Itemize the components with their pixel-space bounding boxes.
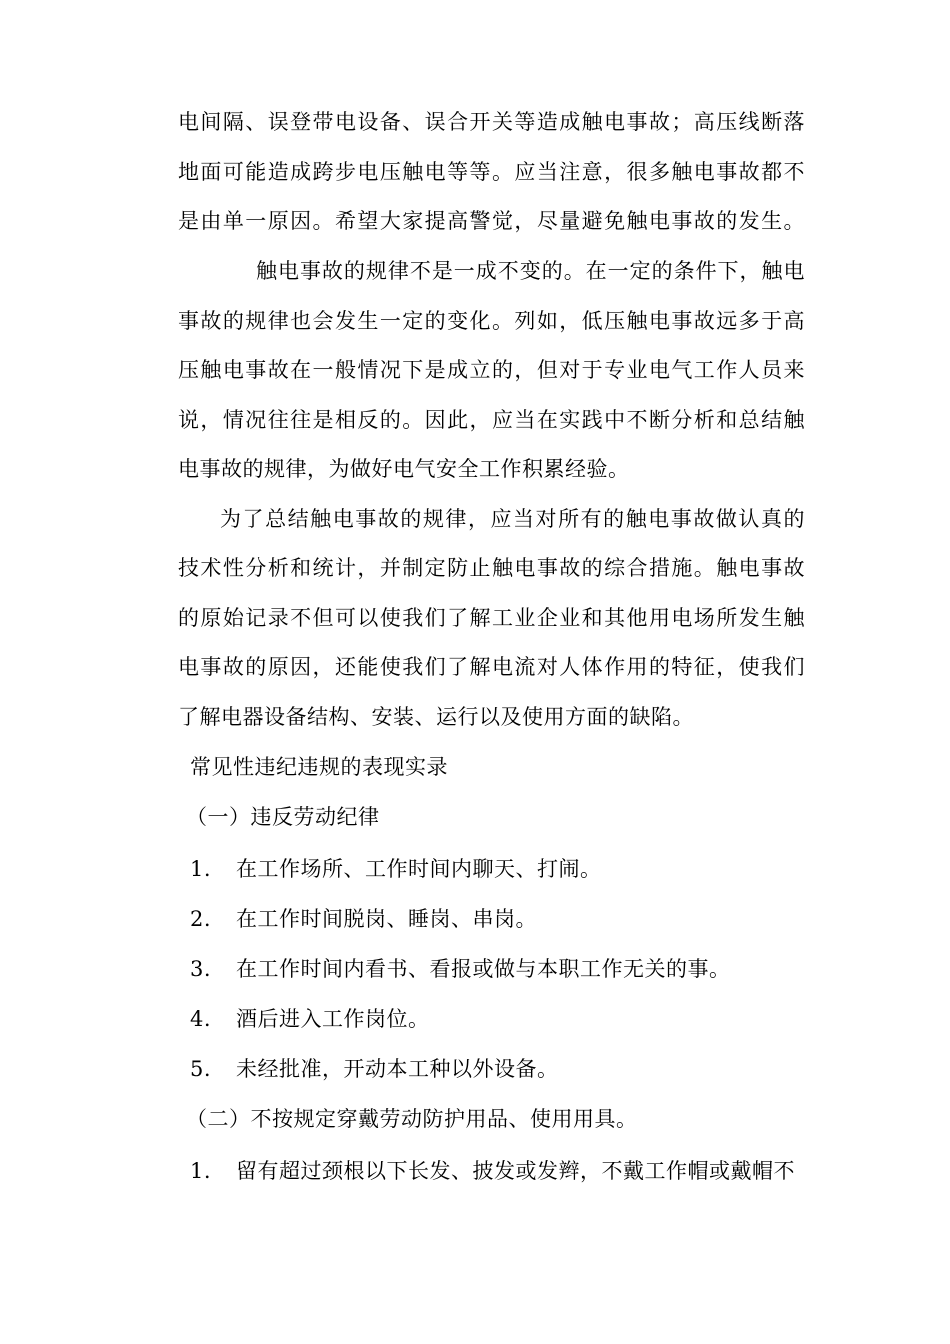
list-item-text: 酒后进入工作岗位。 [236,1007,430,1031]
list-item-text: 留有超过颈根以下长发、披发或发辫，不戴工作帽或戴帽不 [236,1159,795,1183]
paragraph-1-line-3: 是由单一原因。希望大家提高警觉，尽量避免触电事故的发生。 [178,209,805,233]
list-item-text: 在工作时间内看书、看报或做与本职工作无关的事。 [236,957,731,981]
list-item-text: 在工作场所、工作时间内聊天、打闹。 [236,857,602,881]
group-1-title: （一）违反劳动纪律 [186,805,380,829]
paragraph-1-line-2: 地面可能造成跨步电压触电等等。应当注意，很多触电事故都不 [178,160,805,184]
list-item-number: 5. [190,1057,212,1081]
paragraph-3-line-3: 的原始记录不但可以使我们了解工业企业和其他用电场所发生触 [178,606,805,630]
paragraph-3-line-2: 技术性分析和统计，并制定防止触电事故的综合措施。触电事故 [178,556,805,580]
list-item [190,1157,795,1185]
paragraph-3-line-4: 电事故的原因，还能使我们了解电流对人体作用的特征，使我们 [178,655,805,679]
paragraph-2-line-2: 事故的规律也会发生一定的变化。列如，低压触电事故远多于高 [178,309,805,333]
list-item [190,855,602,883]
list-item [190,1055,559,1083]
list-item-number: 1. [190,1159,212,1183]
list-item-text: 在工作时间脱岗、睡岗、串岗。 [236,907,537,931]
list-item [190,1005,430,1033]
section-title: 常见性违纪违规的表现实录 [190,755,448,779]
paragraph-2-line-1: 触电事故的规律不是一成不变的。在一定的条件下，触电 [256,259,805,283]
list-item-text: 未经批准，开动本工种以外设备。 [236,1057,559,1081]
paragraph-3-line-5: 了解电器设备结构、安装、运行以及使用方面的缺陷。 [178,705,694,729]
list-item [190,905,537,933]
paragraph-1-line-1: 电间隔、误登带电设备、误合开关等造成触电事故；高压线断落 [178,110,805,134]
group-2-title: （二）不按规定穿戴劳动防护用品、使用用具。 [186,1107,638,1131]
paragraph-2-line-3: 压触电事故在一般情况下是成立的，但对于专业电气工作人员来 [178,358,805,382]
list-item-number: 3. [190,957,212,981]
paragraph-3-line-1: 为了总结触电事故的规律，应当对所有的触电事故做认真的 [220,507,805,531]
paragraph-2-line-4: 说，情况往往是相反的。因此，应当在实践中不断分析和总结触 [178,408,805,432]
list-item-number: 2. [190,907,212,931]
list-item [190,955,731,983]
list-item-number: 1. [190,857,212,881]
list-item-number: 4. [190,1007,212,1031]
paragraph-2-line-5: 电事故的规律，为做好电气安全工作积累经验。 [178,457,630,481]
